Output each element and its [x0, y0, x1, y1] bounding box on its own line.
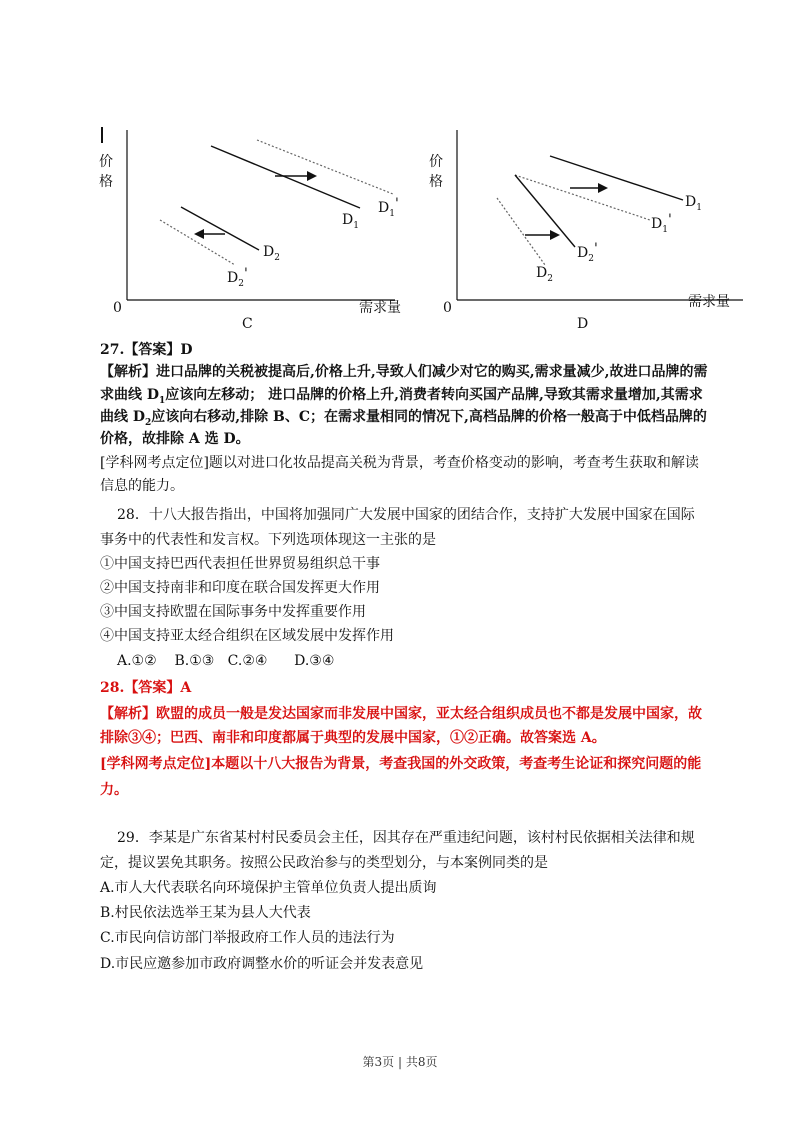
- x-label: 需求量: [359, 300, 401, 316]
- q28-option-2: ②中国支持南非和印度在联合国发挥更大作用: [100, 580, 380, 596]
- label-d1-prime: $D_1'$: [378, 196, 399, 219]
- q29-option-a: A.市人大代表联名向环境保护主管单位负责人提出质询: [100, 880, 437, 896]
- q29-option-c: C.市民向信访部门举报政府工作人员的违法行为: [100, 930, 395, 946]
- arrow-left-head: [194, 229, 204, 239]
- q28-option-4: ④中国支持亚太经合组织在区域发展中发挥作用: [100, 628, 394, 644]
- label-d2: $D_2$: [536, 265, 553, 284]
- q29-option-d: D.市民应邀参加市政府调整水价的听证会并发表意见: [100, 956, 424, 972]
- arrow-right-head: [307, 171, 317, 181]
- label-d2-prime: $D_2'$: [227, 266, 248, 289]
- q27-position-line1: [学科网考点定位]题以对进口化妆品提高关税为背景，考查价格变动的影响，考查考生获取和解读: [100, 455, 699, 471]
- q27-analysis-line4: 价格，故排除 A 选 D。: [100, 431, 250, 447]
- q28-answer: 28.【答案】A: [100, 680, 192, 696]
- q28-analysis-line1: 【解析】欧盟的成员一般是发达国家而非发展中国家，亚太经合组织成员也不都是发展中国家，故: [100, 706, 702, 722]
- q27-analysis-line2: 求曲线 $D_1$应该向左移动； 进口品牌的价格上升,消费者转向买国产品牌,导致其需求量增加,其需求: [100, 387, 703, 406]
- demand-chart-d: [425, 120, 755, 334]
- chart-caption: D: [577, 316, 589, 332]
- chart-c-svg: [95, 120, 415, 330]
- arrow-right-upper-head: [598, 183, 608, 193]
- y-label-2: 格: [99, 174, 113, 190]
- y-label-1: 价: [429, 154, 443, 170]
- label-d2-prime: $D_2'$: [577, 241, 598, 264]
- q28-stem-line2: 事务中的代表性和发言权。下列选项体现这一主张的是: [100, 532, 436, 548]
- q28-option-1: ①中国支持巴西代表担任世界贸易组织总干事: [100, 556, 380, 572]
- curve-d2-prime: [497, 198, 545, 265]
- q29-stem-line2: 定，提议罢免其职务。按照公民政治参与的类型划分，与本案例同类的是: [100, 855, 548, 871]
- q29-stem-line1: 29．李某是广东省某村村民委员会主任，因其存在严重违纪问题，该村村民依据相关法律和规: [117, 830, 695, 846]
- demand-chart-c: [95, 120, 415, 334]
- curve-d2-prime: [160, 220, 235, 265]
- page-footer: 第3页 | 共8页: [362, 1055, 438, 1069]
- q28-position-line2: 力。: [100, 782, 128, 798]
- curve-d1-prime: [257, 140, 393, 194]
- q28-position-line1: [学科网考点定位]本题以十八大报告为背景，考查我国的外交政策，考查考生论证和探究问题的能: [100, 756, 702, 772]
- q28-stem-line1: 28．十八大报告指出，中国将加强同广大发展中国家的团结合作，支持扩大发展中国家在国际: [117, 507, 695, 523]
- q29-option-b: B.村民依法选举王某为县人大代表: [100, 905, 311, 921]
- chart-caption: C: [242, 316, 253, 332]
- curve-d1: [211, 146, 360, 208]
- origin-label: 0: [113, 300, 122, 316]
- q28-option-3: ③中国支持欧盟在国际事务中发挥重要作用: [100, 604, 366, 620]
- q27-analysis-line1: 【解析】进口品牌的关税被提高后,价格上升,导致人们减少对它的购买,需求量减少,故进口品牌的需: [100, 364, 708, 380]
- label-d1: $D_1$: [342, 212, 359, 231]
- curve-d2: [515, 175, 575, 247]
- q27-position-line2: 信息的能力。: [100, 478, 184, 494]
- q27-analysis-line3: 曲线 $D_2$应该向右移动,排除 B、C；在需求量相同的情况下,高档品牌的价格一般高于中低档品牌的: [100, 409, 707, 428]
- y-label-2: 格: [429, 174, 443, 190]
- x-label: 需求量: [688, 294, 730, 310]
- q28-analysis-line2: 排除③④；巴西、南非和印度都属于典型的发展中国家，①②正确。故答案选 A。: [100, 730, 606, 746]
- curve-d2: [181, 207, 259, 250]
- label-d1-prime: $D_1'$: [651, 212, 672, 235]
- label-d2: $D_2$: [263, 244, 280, 263]
- q28-choices: A.①② B.①③ C.②④ D.③④: [117, 653, 335, 669]
- origin-label: 0: [443, 300, 452, 316]
- chart-d-svg: [425, 120, 755, 330]
- label-d1: $D_1$: [685, 194, 702, 213]
- q27-answer: 27.【答案】D: [100, 342, 193, 358]
- arrow-right-lower-head: [550, 230, 560, 240]
- y-label-1: 价: [99, 154, 113, 170]
